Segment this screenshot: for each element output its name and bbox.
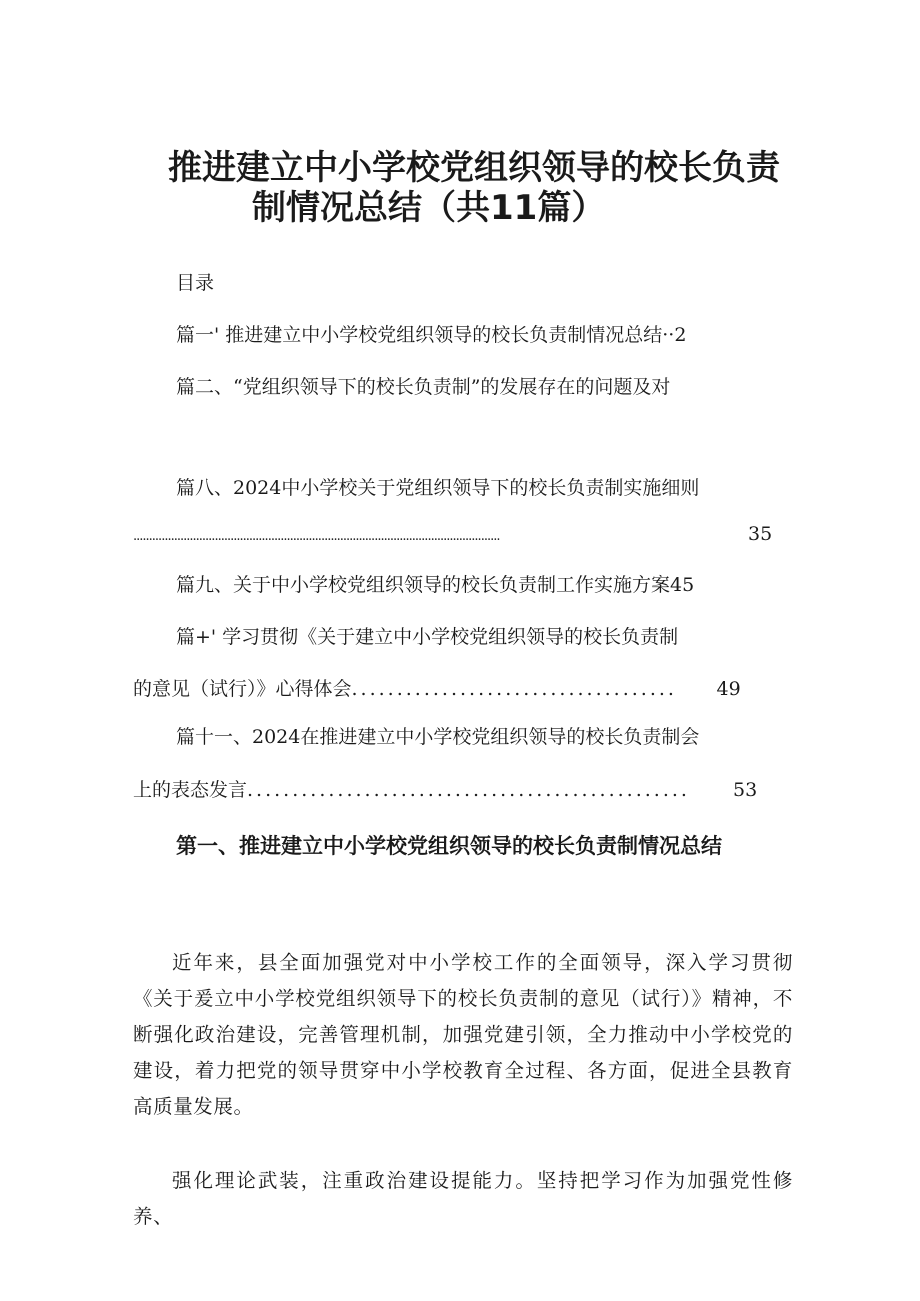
toc-page-number: 53 (733, 779, 758, 801)
section-heading: 第一、推进建立中小学校党组织领导的校长负责制情况总结 (176, 834, 722, 858)
toc-entry-text: 的意见（试行）》心得体会 (133, 678, 352, 700)
toc-entry-text: 上的表态发言 (133, 779, 248, 801)
toc-entry-1[interactable]: 篇一' 推进建立中小学校党组织领导的校长负责制情况总结··2 (176, 324, 687, 346)
dot-leader: ..................................................................................................................... (133, 529, 500, 544)
toc-entry-10-continuation[interactable] (133, 674, 741, 701)
toc-entry-11[interactable]: 篇十一、2024在推进建立中小学校党组织领导的校长负责制会 (176, 726, 700, 748)
body-paragraph-1: 近年来，县全面加强党对中小学校工作的全面领导，深入学习贯彻《关于爰立中小学校党组织领导下的校长负责制的意见（试行）》精神，不断强化政治建设，完善管理机制，加强党建引领，全力推动中小学校党的建设，着力把党的领导贯穿中小学校教育全过程、各方面，促进全县教育高质量发展。 (133, 950, 793, 1118)
toc-label: 目录 (176, 272, 215, 294)
body-paragraph-2: 强化理论武装，注重政治建设提能力。坚持把学习作为加强党性修养、 (133, 1168, 793, 1228)
document-title-line-1: 推进建立中小学校党组织领导的校长负责 (168, 148, 780, 188)
toc-entry-11-continuation[interactable] (133, 775, 757, 802)
toc-entry-8[interactable]: 篇八、2024中小学校关于党组织领导下的校长负责制实施细则 (176, 477, 700, 499)
toc-entry-2[interactable]: 篇二、“党组织领导下的校长负责制”的发展存在的问题及对 (176, 376, 671, 398)
dot-leader: ................................................. (247, 779, 690, 801)
document-title-line-2: 制情况总结（共11篇） (252, 188, 606, 228)
toc-page-number: 49 (716, 678, 741, 700)
toc-page-number: 35 (748, 523, 773, 545)
toc-entry-8-leader (133, 523, 772, 545)
toc-entry-9[interactable]: 篇九、关于中小学校党组织领导的校长负责制工作实施方案45 (176, 574, 695, 596)
dot-leader: .................................... (351, 678, 677, 700)
toc-entry-10[interactable]: 篇+' 学习贯彻《关于建立中小学校党组织领导的校长负责制 (176, 626, 679, 648)
